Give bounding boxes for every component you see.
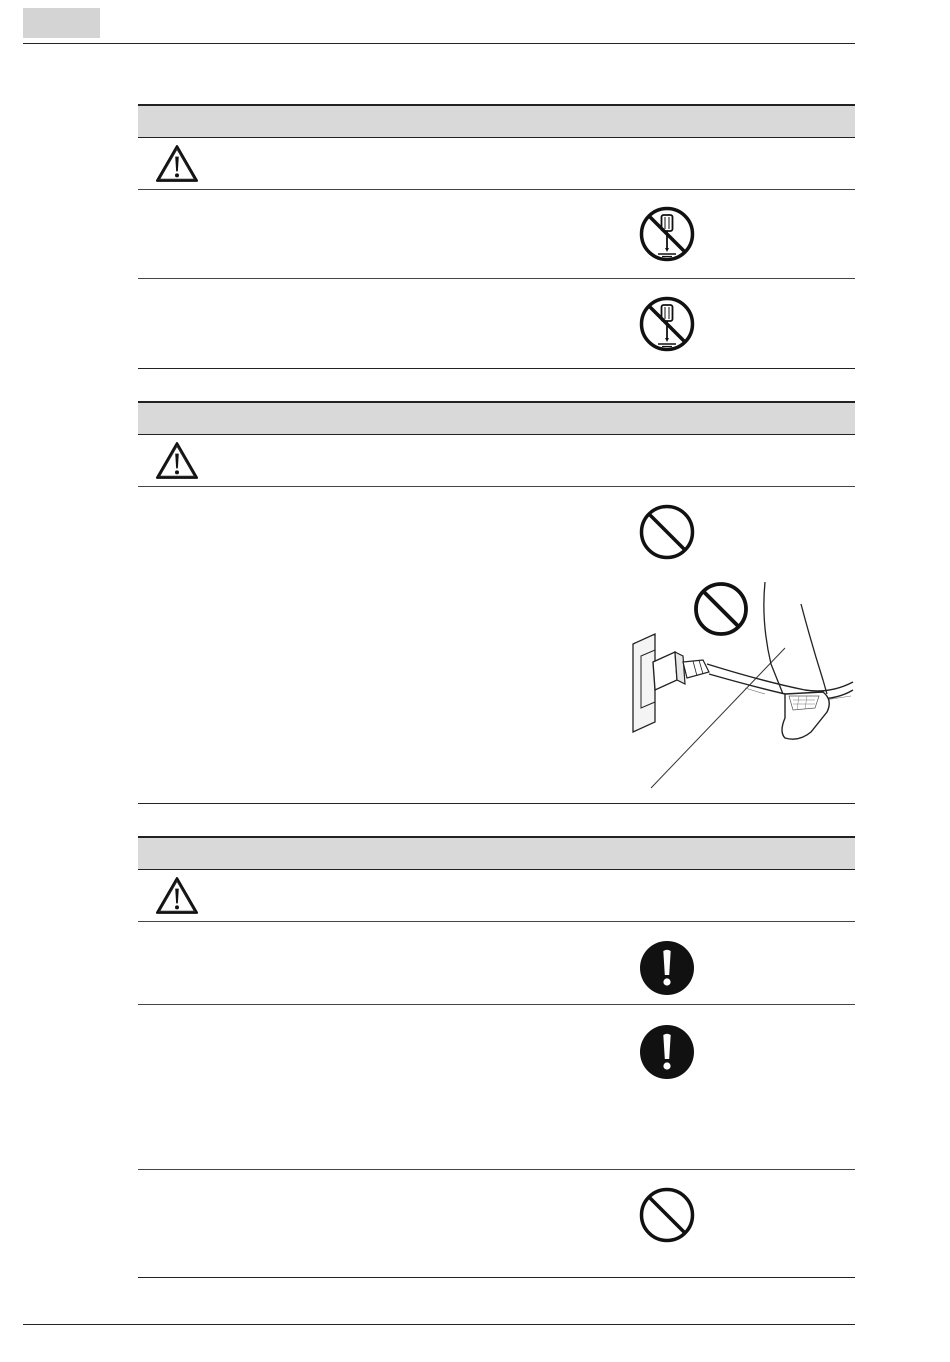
prohibition-icon [639, 504, 695, 560]
warning-row [138, 138, 855, 190]
section-header-bar [138, 104, 855, 138]
warning-triangle-icon [155, 144, 199, 184]
warning-row [138, 435, 855, 487]
warning-row [138, 870, 855, 922]
safety-item [138, 1170, 855, 1278]
warning-triangle-icon [155, 441, 199, 481]
no-disassembly-icon [639, 296, 695, 352]
safety-item [138, 190, 855, 279]
section-header-bar [138, 836, 855, 870]
safety-item [138, 1005, 855, 1170]
mandatory-action-icon [639, 940, 695, 996]
safety-section-2 [138, 401, 855, 804]
prohibition-icon [639, 1187, 695, 1243]
safety-item [138, 279, 855, 369]
chapter-tab [23, 8, 100, 38]
footer-rule [23, 1324, 855, 1325]
safety-section-3 [138, 836, 855, 1278]
header-rule [23, 43, 855, 44]
safety-section-1 [138, 104, 855, 369]
section-header-bar [138, 401, 855, 435]
warning-triangle-icon [155, 876, 199, 916]
mandatory-action-icon [639, 1024, 695, 1080]
power-cord-trip-illustration [615, 582, 855, 792]
safety-item [138, 487, 855, 804]
safety-item [138, 922, 855, 1005]
no-disassembly-icon [639, 206, 695, 262]
